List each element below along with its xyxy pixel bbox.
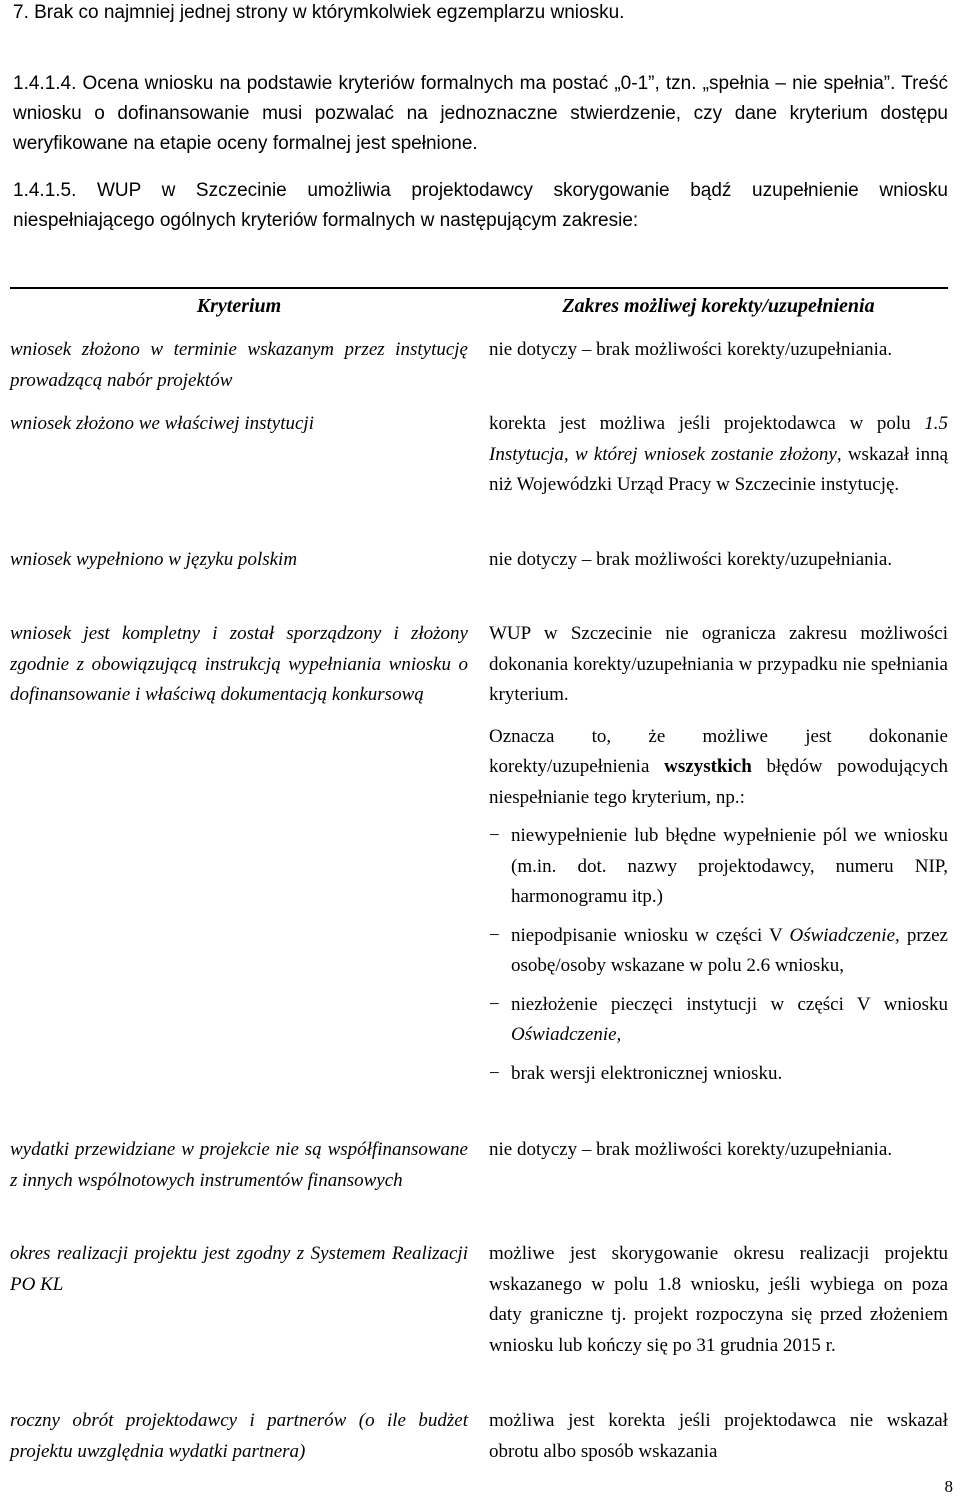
criterion-cell: wniosek złożono w terminie wskazanym przez instytucję prowadzącą nabór projektów: [10, 339, 468, 391]
criterion-cell: wniosek wypełniono w języku polskim: [10, 549, 298, 570]
scope-cell: nie dotyczy – brak możliwości korekty/uzupełniania.: [489, 339, 893, 360]
scope-cell: nie dotyczy – brak możliwości korekty/uzupełniania.: [489, 549, 893, 570]
dash-bullet-icon: −: [489, 924, 500, 946]
criterion-cell: wniosek jest kompletny i został sporządzony i złożony zgodnie z obowiązującą instrukcją wypełniania wniosku o dofinansowanie i właściwą dokumentacją konkursową: [10, 623, 468, 705]
scope-cell: [489, 619, 948, 1089]
scope-paragraph: Oznacza to, że możliwe jest dokonanie korekty/uzupełnienia wszystkich błędów powodujących niespełnianie tego kryterium, np.:: [489, 725, 948, 808]
scope-cell: nie dotyczy – brak możliwości korekty/uzupełniania.: [489, 1139, 893, 1160]
criterion-cell: wydatki przewidziane w projekcie nie są współfinansowane z innych wspólnotowych instrumentów finansowych: [10, 1139, 468, 1191]
intro-item-1-4-1-5: 1.4.1.5. WUP w Szczecinie umożliwia projektodawcy skorygowanie bądź uzupełnienie wniosku niespełniającego ogólnych kryteriów formalnych w następującym zakresie:: [13, 180, 948, 231]
dash-bullet-icon: −: [489, 825, 500, 846]
list-item: − niewypełnienie lub błędne wypełnienie pól we wniosku (m.in. dot. nazwy projektodawcy, numeru NIP, harmonogramu itp.): [489, 821, 948, 913]
criterion-cell: roczny obrót projektodawcy i partnerów (o ile budżet projektu uwzględnia wydatki partnera): [10, 1410, 468, 1462]
list-item: − brak wersji elektronicznej wniosku.: [489, 1059, 948, 1090]
criterion-cell: okres realizacji projektu jest zgodny z Systemem Realizacji PO KL: [10, 1243, 468, 1295]
header-criterion: Kryterium: [196, 295, 282, 317]
dash-bullet-icon: −: [489, 993, 500, 1015]
criterion-cell: wniosek złożono we właściwej instytucji: [10, 413, 314, 434]
header-scope: Zakres możliwej korekty/uzupełnienia: [562, 295, 875, 317]
table-top-border: [10, 287, 948, 289]
scope-cell: [489, 409, 948, 501]
dash-bullet-icon: −: [489, 1062, 500, 1084]
page-number: 8: [944, 1477, 953, 1496]
list-item: − niezłożenie pieczęci instytucji w części V wniosku Oświadczenie,: [489, 990, 948, 1051]
list-item: − niepodpisanie wniosku w części V Oświadczenie, przez osobę/osoby wskazane w polu 2.6 wniosku,: [489, 921, 948, 982]
scope-cell: możliwe jest skorygowanie okresu realizacji projektu wskazanego w polu 1.8 wniosku, jeśli wybiega on poza daty graniczne tj. projekt rozpoczyna się przed złożeniem wniosku lub kończy się po 31 grudnia 2015 r.: [489, 1243, 948, 1356]
intro-item-1-4-1-4: 1.4.1.4. Ocena wniosku na podstawie kryteriów formalnych ma postać „0-1”, tzn. „spełnia – nie spełnia”. Treść wniosku o dofinansowanie musi pozwalać na jednoznaczne stwierdzenie, czy dane kryterium dostępu weryfikowane na etapie oceny formalnej jest spełnione.: [13, 73, 948, 154]
scope-cell: możliwa jest korekta jeśli projektodawca nie wskazał obrotu albo sposób wskazania: [489, 1410, 948, 1462]
scope-field-name: 1.5 Instytucja, w której wniosek zostanie złożony: [489, 413, 948, 465]
scope-text: , wskazał inną niż Wojewódzki Urząd Pracy w Szczecinie instytucję.: [489, 443, 949, 495]
intro-item-7: 7. Brak co najmniej jednej strony w którymkolwiek egzemplarzu wniosku.: [13, 2, 625, 23]
emphasis-all: wszystkich: [664, 756, 752, 777]
scope-text: korekta jest możliwa jeśli projektodawca w polu: [489, 413, 925, 434]
scope-paragraph: WUP w Szczecinie nie ogranicza zakresu możliwości dokonania korekty/uzupełniania w przypadku nie spełniania kryterium.: [489, 623, 948, 705]
